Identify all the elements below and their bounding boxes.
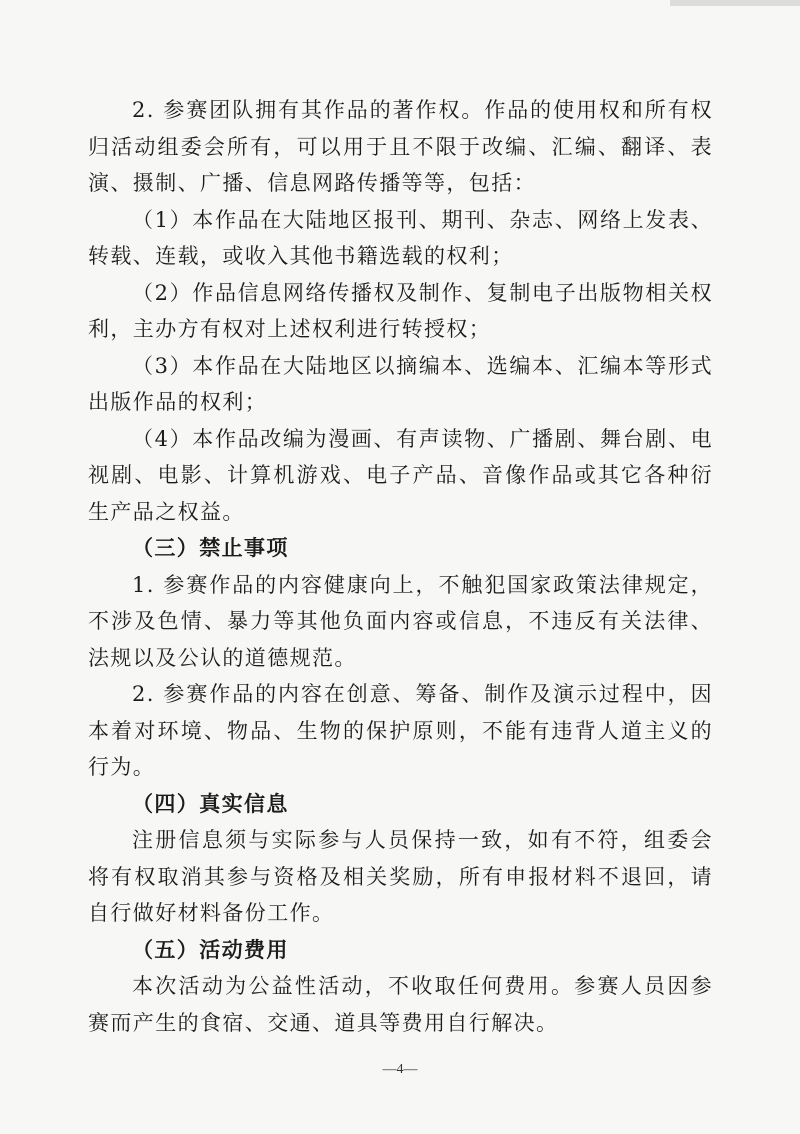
- scan-edge-mark: [670, 0, 800, 6]
- paragraph-right-4: （4）本作品改编为漫画、有声读物、广播剧、舞台剧、电视剧、电影、计算机游戏、电子产品、音像作品或其它各种衍生产品之权益。: [88, 426, 713, 524]
- paragraph-copyright: 2. 参赛团队拥有其作品的著作权。作品的使用权和所有权归活动组委会所有，可以用于且不限于改编、汇编、翻译、表演、摄制、广播、信息网路传播等等，包括：: [88, 98, 713, 195]
- paragraph-right-2: （2）作品信息网络传播权及制作、复制电子出版物相关权利，主办方有权对上述权利进行转授权；: [88, 280, 713, 341]
- paragraph-right-3: （3）本作品在大陆地区以摘编本、选编本、汇编本等形式出版作品的权利；: [88, 353, 713, 414]
- paragraph-prohibited-1: 1. 参赛作品的内容健康向上，不触犯国家政策法律规定，不涉及色情、暴力等其他负面内容或信息，不违反有关法律、法规以及公认的道德规范。: [88, 572, 713, 670]
- paragraph-right-1: （1）本作品在大陆地区报刊、期刊、杂志、网络上发表、转载、连载，或收入其他书籍选载的权利；: [88, 207, 713, 268]
- section-heading-prohibited: （三）禁止事项: [132, 535, 289, 560]
- section-heading-fees: （五）活动费用: [132, 936, 289, 962]
- section-heading-true-info: （四）真实信息: [132, 790, 289, 816]
- document-body: [88, 92, 713, 1041]
- paragraph-fees: 本次活动为公益性活动，不收取任何费用。参赛人员因参赛而产生的食宿、交通、道具等费用自行解决。: [88, 974, 713, 1035]
- paragraph-true-info: 注册信息须与实际参与人员保持一致，如有不符，组委会将有权取消其参与资格及相关奖励，所有申报材料不退回，请自行做好材料备份工作。: [88, 828, 713, 925]
- paragraph-prohibited-2: 2. 参赛作品的内容在创意、筹备、制作及演示过程中，因本着对环境、物品、生物的保护原则，不能有违背人道主义的行为。: [88, 682, 713, 779]
- page-number: —4—: [382, 1062, 418, 1077]
